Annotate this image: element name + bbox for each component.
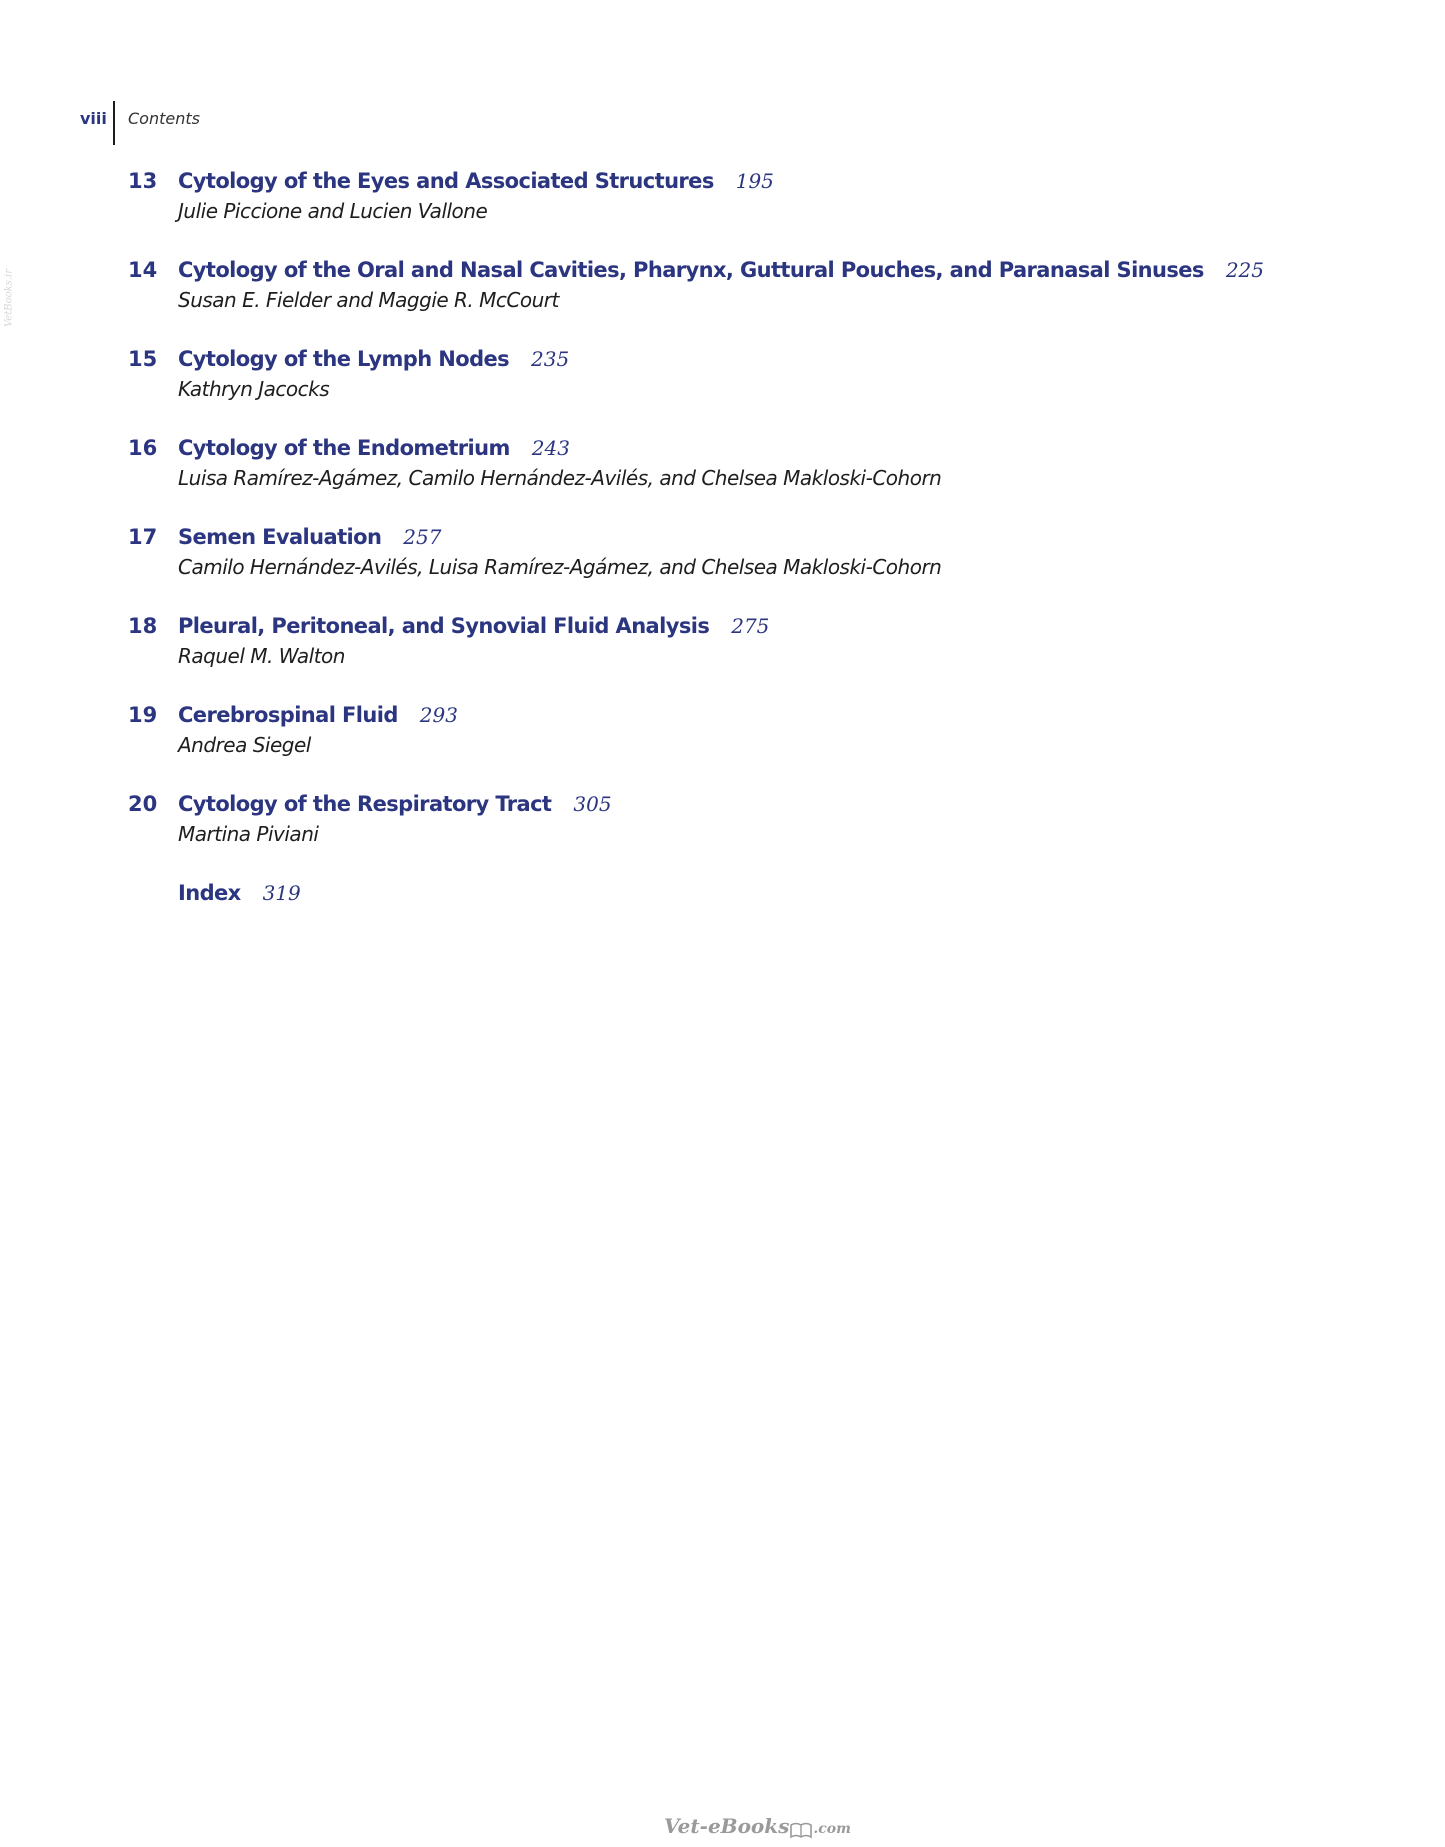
chapter-authors: Camilo Hernández-Avilés, Luisa Ramírez-Agámez, and Chelsea Makloski-Cohorn	[178, 555, 942, 579]
chapter-authors: Julie Piccione and Lucien Vallone	[178, 199, 488, 223]
page-number: 225	[1225, 258, 1264, 282]
watermark-text: Vet-eBooks	[664, 1814, 790, 1838]
chapter-title-link[interactable]: Semen Evaluation	[178, 525, 382, 549]
title-line	[178, 433, 570, 465]
page-number: 195	[735, 169, 774, 193]
footer-watermark-logo	[664, 1814, 851, 1843]
toc-entry-16	[128, 433, 1348, 522]
page-number: 257	[403, 525, 442, 549]
chapter-number: 18	[128, 614, 158, 638]
chapter-number: 16	[128, 436, 158, 460]
chapter-authors: Martina Piviani	[178, 822, 319, 846]
chapter-authors: Andrea Siegel	[178, 733, 311, 757]
chapter-number: 19	[128, 703, 158, 727]
title-line	[178, 611, 769, 643]
page-number: 293	[419, 703, 458, 727]
chapter-number: 17	[128, 525, 158, 549]
toc-entry-index	[128, 878, 1348, 918]
title-line	[178, 166, 774, 198]
toc-list	[128, 166, 1348, 918]
title-line	[178, 700, 458, 732]
chapter-title-link[interactable]: Cerebrospinal Fluid	[178, 703, 398, 727]
watermark-domain: .com	[813, 1821, 851, 1837]
title-line	[178, 344, 569, 376]
title-line	[178, 878, 301, 910]
book-icon	[790, 1821, 812, 1843]
chapter-title-link[interactable]: Cytology of the Endometrium	[178, 436, 510, 460]
page-number: 235	[531, 347, 570, 371]
chapter-title-link[interactable]: Cytology of the Oral and Nasal Cavities, Pharynx, Guttural Pouches, and Paranasal Sinuses	[178, 258, 1204, 282]
title-line	[178, 255, 1264, 287]
toc-entry-18	[128, 611, 1348, 700]
index-link[interactable]: Index	[178, 881, 241, 905]
title-line	[178, 522, 441, 554]
chapter-title-link[interactable]: Cytology of the Lymph Nodes	[178, 347, 510, 371]
toc-entry-17	[128, 522, 1348, 611]
page-number: 275	[731, 614, 770, 638]
chapter-authors: Kathryn Jacocks	[178, 377, 330, 401]
chapter-title-link[interactable]: Cytology of the Respiratory Tract	[178, 792, 552, 816]
running-head-title: Contents	[128, 109, 200, 128]
toc-entry-14	[128, 255, 1348, 344]
page-folio: viii	[80, 109, 107, 128]
chapter-authors: Susan E. Fielder and Maggie R. McCourt	[178, 288, 559, 312]
chapter-number: 13	[128, 169, 158, 193]
toc-entry-19	[128, 700, 1348, 789]
toc-entry-15	[128, 344, 1348, 433]
toc-entry-20	[128, 789, 1348, 878]
chapter-number: 14	[128, 258, 158, 282]
chapter-number: 15	[128, 347, 158, 371]
page-number: 305	[573, 792, 612, 816]
chapter-number: 20	[128, 792, 158, 816]
chapter-title-link[interactable]: Pleural, Peritoneal, and Synovial Fluid Analysis	[178, 614, 710, 638]
chapter-authors: Luisa Ramírez-Agámez, Camilo Hernández-Avilés, and Chelsea Makloski-Cohorn	[178, 466, 942, 490]
side-watermark-text: VetBooks.ir	[3, 269, 15, 327]
chapter-title-link[interactable]: Cytology of the Eyes and Associated Structures	[178, 169, 714, 193]
side-watermark	[0, 258, 18, 338]
toc-entry-13	[128, 166, 1348, 255]
page-number: 319	[262, 881, 301, 905]
header-divider	[113, 101, 115, 145]
title-line	[178, 789, 612, 821]
chapter-authors: Raquel M. Walton	[178, 644, 345, 668]
page-number: 243	[531, 436, 570, 460]
